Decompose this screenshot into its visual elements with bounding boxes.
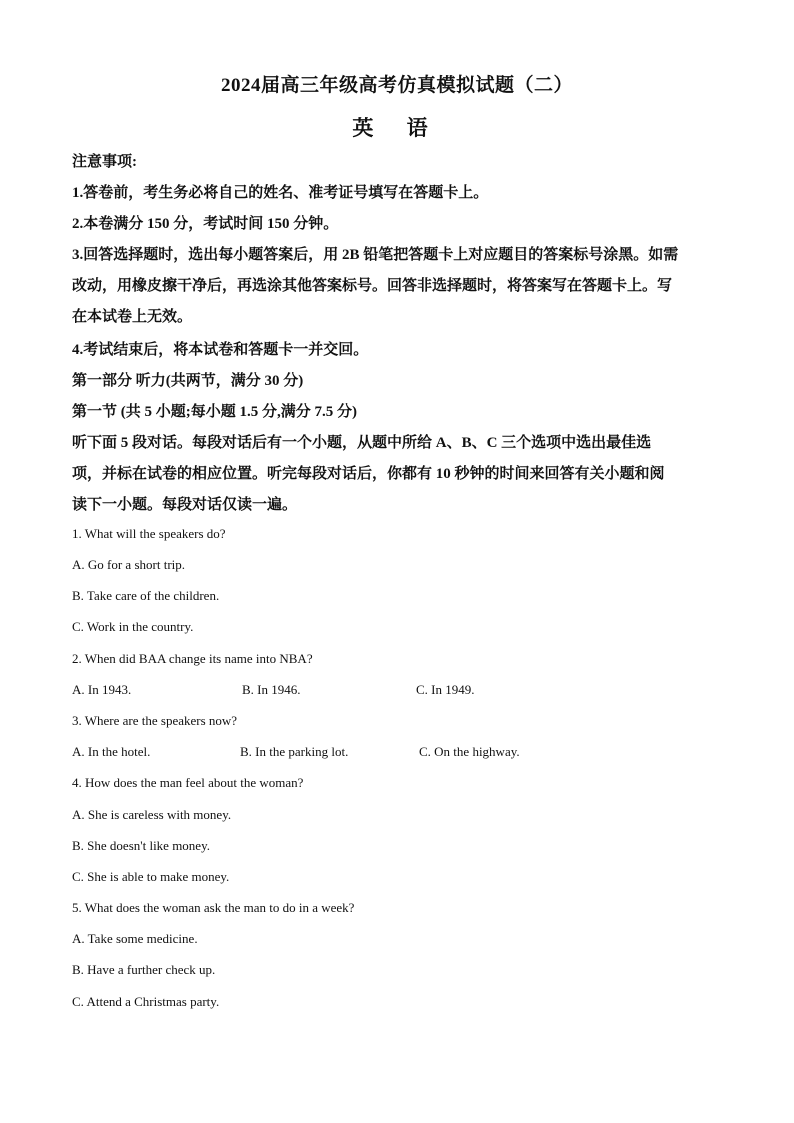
question-1-stem: 1. What will the speakers do? [72, 526, 226, 541]
question-5-stem: 5. What does the woman ask the man to do in a week? [72, 900, 355, 915]
notice-line-4: 改动，用橡皮擦干净后，再选涂其他答案标号。回答非选择题时，将答案写在答题卡上。写 [72, 278, 673, 294]
section1-heading: 第一节 (共 5 小题;每小题 1.5 分,满分 7.5 分) [72, 404, 357, 420]
notice-line-2: 2.本卷满分 150 分，考试时间 150 分钟。 [72, 216, 339, 232]
question-4-option-a: A. She is careless with money. [72, 807, 232, 822]
exam-title: 2024届高三年级高考仿真模拟试题（二） [220, 75, 573, 96]
question-1-option-c: C. Work in the country. [72, 619, 194, 634]
notice-line-6: 4.考试结束后，将本试卷和答题卡一并交回。 [72, 342, 369, 358]
instruction-line-1: 听下面 5 段对话。每段对话后有一个小题，从题中所给 A、B、C 三个选项中选出最佳选 [72, 435, 652, 451]
instruction-line-2: 项，并标在试卷的相应位置。听完每段对话后，你都有 10 秒钟的时间来回答有关小题和阅 [72, 466, 665, 482]
question-4-option-b: B. She doesn't like money. [72, 838, 210, 853]
question-3-option-a: A. In the hotel. [72, 744, 151, 759]
question-4-option-c: C. She is able to make money. [72, 869, 230, 884]
question-2-stem: 2. When did BAA change its name into NBA? [72, 651, 313, 666]
question-3-option-c: C. On the highway. [419, 744, 520, 759]
notice-heading: 注意事项: [72, 154, 137, 170]
question-3-stem: 3. Where are the speakers now? [72, 713, 238, 728]
notice-line-1: 1.答卷前，考生务必将自己的姓名、准考证号填写在答题卡上。 [72, 185, 489, 201]
part1-heading: 第一部分 听力(共两节，满分 30 分) [72, 373, 304, 389]
subject-title: 英 语 [352, 116, 442, 140]
question-2-option-a: A. In 1943. [72, 682, 132, 697]
question-3-option-b: B. In the parking lot. [240, 744, 349, 759]
question-1-option-b: B. Take care of the children. [72, 588, 220, 603]
notice-line-5: 在本试卷上无效。 [72, 309, 193, 325]
notice-line-3: 3.回答选择题时，选出每小题答案后，用 2B 铅笔把答题卡上对应题目的答案标号涂黑。如需 [72, 247, 679, 263]
question-5-option-c: C. Attend a Christmas party. [72, 994, 220, 1009]
question-4-stem: 4. How does the man feel about the woman? [72, 775, 304, 790]
question-1-option-a: A. Go for a short trip. [72, 557, 186, 572]
question-2-option-b: B. In 1946. [242, 682, 301, 697]
question-5-option-b: B. Have a further check up. [72, 962, 216, 977]
question-5-option-a: A. Take some medicine. [72, 931, 198, 946]
instruction-line-3: 读下一小题。每段对话仅读一遍。 [72, 497, 298, 513]
question-2-option-c: C. In 1949. [416, 682, 475, 697]
